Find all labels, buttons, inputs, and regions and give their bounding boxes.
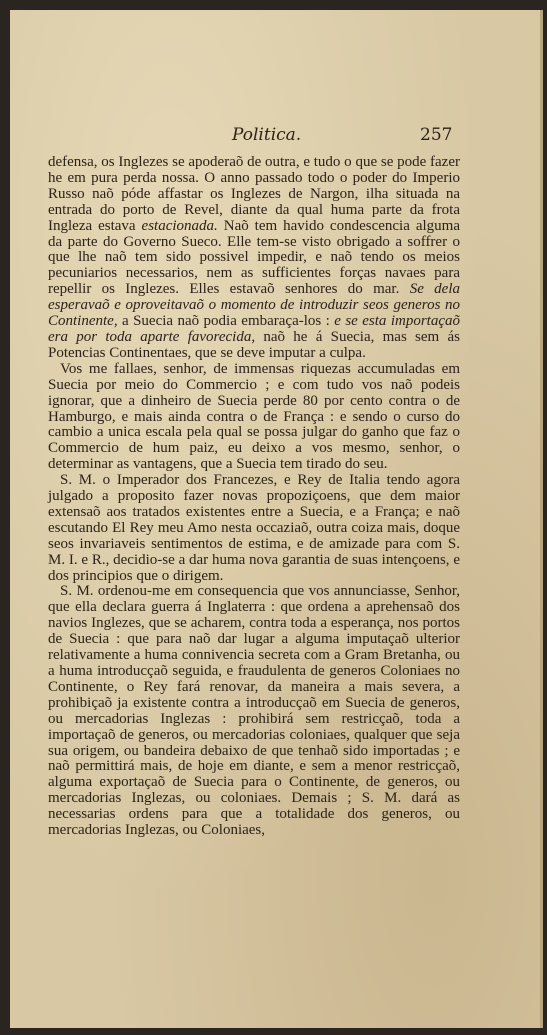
text-run: S. M. ordenou-me em consequencia que vos annunciasse, Senhor, que ella declara guerra á Inglaterra : que ordena a aprehensaõ dos navios Inglezes, que se acharem, contra toda a esperança, nos portos de Suecia : que para naõ dar lugar a alguma imputaçaõ ulterior relativamente a huma connivencia secreta com a Gram Bretanha, ou a huma introducçaõ seguida, e fraudulenta de generos Coloniaes no Continente, o Rey fará renovar, da maneira a mais severa, a prohibiçaõ ja existente contra a introducçaõ em Suecia de generos, ou mercadorias Inglezas : prohibirá sem restricçaõ, toda a importaçaõ de generos, ou mercadorias coloniaes, qualquer que seja sua origem, ou bandeira debaixo de que tenhaõ sido importadas ; e naõ permittirá mais, de hoje em diante, e sem a menor restricçaõ, alguma exportaçaõ de Suecia para o Continente, de generos, ou mercadorias Inglezas, ou coloniaes. Demais ; S. M. dará as necessarias ordens para que a totalidade dos generos, ou mercadorias Inglezas, ou Coloniaes, (48, 583, 460, 839)
text-run: defensa, os Inglezes se apoderaõ de outra, e tudo o que se pode fazer he em pura perda nossa. O anno passado todo o poder do Imperio Russo naõ póde affastar os Inglezes de Nargon, ilha situada na entrada do porto de Revel, diante da qual huma parte da frota Ingleza estava (48, 154, 460, 234)
paragraph (48, 473, 460, 584)
text-run: naõ he á Suecia, mas sem ás Potencias Continentaes, que se deve imputar a culpa. (48, 328, 460, 361)
italic-text-run: Se dela esperavaõ e oproveitavaõ o momento de introduzir seos generos no Continente, (48, 281, 460, 330)
text-run: Vos me fallaes, senhor, de immensas riquezas accumuladas em Suecia por meio do Commercio ; e com tudo vos naõ podeis ignorar, que a dinheiro de Suecia perde 80 por cento contra o de Hamburgo, e mais ainda contra o de França : e sendo o curso do cambio a unica escala pela qual se possa julgar do ganho que faz o Commercio de hum paiz, eu deixo a vos mesmo, senhor, o determinar as vantagens, que a Suecia tem tirado do seu. (48, 360, 460, 473)
paragraph (48, 584, 460, 839)
italic-text-run: estacionada. (141, 217, 218, 234)
text-run: S. M. o Imperador dos Francezes, e Rey de Italia tendo agora julgado a proposito fazer novas propoziçoens, que dem maior extensaõ aos tratados existentes entre a Suecia, e a França; e naõ escutando El Rey meu Amo nesta occaziaõ, outra coiza mais, doque seos invariaveis sentimentos de estima, e de amizade para com S. M. I. e R., decidio-se a dar huma nova garantia de suas intençoens, e dos principios que o dirigem. (48, 472, 460, 584)
paragraph (48, 155, 460, 362)
italic-text-run: e se esta importaçaõ era por toda aparte favorecida, (48, 313, 460, 345)
running-title: Politica. (232, 125, 302, 145)
text-run: Naõ tem havido condescencia alguma da parte do Governo Sueco. Elle tem-se visto obrigado a soffrer o que lhe naõ tem sido possivel impedir, e naõ tendo os meios pecuniarios necessarios, nem as sufficientes forças navaes para repellir os Inglezes. Elles estavaõ senhores do mar. (48, 217, 460, 298)
page-number: 257 (420, 125, 453, 145)
book-page (10, 10, 543, 1028)
page-header (10, 125, 540, 149)
paragraph (48, 362, 460, 473)
text-run: a Suecia naõ podia embaraça-los : (117, 313, 335, 330)
body-text (48, 155, 460, 839)
